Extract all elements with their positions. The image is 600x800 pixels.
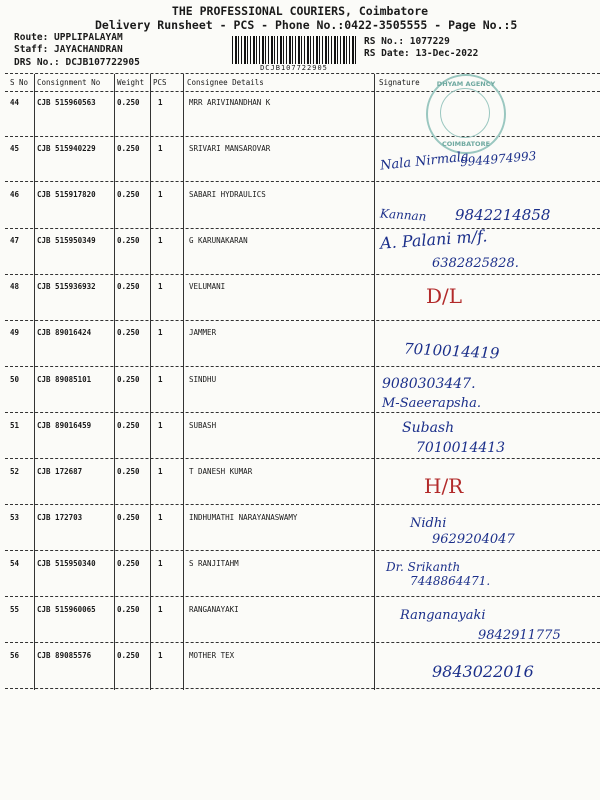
- row-consignment: CJB 89016424: [37, 328, 92, 337]
- row-sno: 47: [10, 236, 20, 245]
- row-consignment: CJB 515940229: [37, 144, 96, 153]
- row-weight: 0.250: [117, 282, 140, 291]
- row-consignment: CJB 515950349: [37, 236, 96, 245]
- row-consignee: VELUMANI: [189, 282, 226, 291]
- header-bottom-rule: [5, 91, 600, 92]
- row-consignee: G KARUNAKARAN: [189, 236, 248, 245]
- row-consignee: JAMMER: [189, 328, 217, 337]
- signature-54-name: Dr. Srikanth: [386, 560, 461, 574]
- row-pcs: 1: [158, 559, 163, 568]
- row-consignment: CJB 89016459: [37, 421, 92, 430]
- row-pcs: 1: [158, 282, 163, 291]
- signature-47-name: A. Palani m/f.: [379, 226, 489, 253]
- table-row: [0, 375, 600, 421]
- staff-label: Staff: JAYACHANDRAN: [14, 44, 123, 55]
- signature-55-name: Ranganayaki: [400, 608, 486, 623]
- drs-barcode: [232, 36, 356, 64]
- row-sno: 54: [10, 559, 20, 568]
- drs-label: DRS No.: DCJB107722905: [14, 57, 140, 68]
- row-sno: 48: [10, 282, 20, 291]
- row-consignment: CJB 515960563: [37, 98, 96, 107]
- row-consignee: INDHUMATHI NARAYANASWAMY: [189, 513, 298, 522]
- row-consignee: SUBASH: [189, 421, 217, 430]
- table-row: [0, 282, 600, 328]
- row-weight: 0.250: [117, 375, 140, 384]
- row-sno: 55: [10, 605, 20, 614]
- stamp-bottom-text: COIMBATORE: [441, 140, 491, 148]
- row-consignee: MRR ARIVINANDHAN K: [189, 98, 271, 107]
- row-consignment: CJB 515950340: [37, 559, 96, 568]
- row-sno: 44: [10, 98, 20, 107]
- runsheet-subtitle: Delivery Runsheet - PCS - Phone No.:0422-3505555 - Page No.:5: [95, 18, 518, 32]
- col-signature-header: Signature: [379, 78, 420, 87]
- col-consignment-header: Consignment No: [37, 78, 101, 87]
- row-sno: 49: [10, 328, 20, 337]
- row-pcs: 1: [158, 236, 163, 245]
- row-weight: 0.250: [117, 605, 140, 614]
- row-weight: 0.250: [117, 236, 140, 245]
- col-consignee-header: Consignee Details: [187, 78, 264, 87]
- signature-54-phone: 7448864471.: [410, 574, 491, 588]
- row-pcs: 1: [158, 421, 163, 430]
- row-weight: 0.250: [117, 421, 140, 430]
- signature-48: D/L: [426, 284, 463, 308]
- table-row: [0, 328, 600, 374]
- row-sno: 53: [10, 513, 20, 522]
- row-weight: 0.250: [117, 651, 140, 660]
- row-consignment: CJB 89085101: [37, 375, 92, 384]
- row-sno: 52: [10, 467, 20, 476]
- row-consignee: SRIVARI MANSAROVAR: [189, 144, 271, 153]
- signature-53-phone: 9629204047: [432, 532, 515, 547]
- signature-47-phone: 6382825828.: [432, 256, 519, 271]
- row-consignment: CJB 515936932: [37, 282, 96, 291]
- signature-50-phone: 9080303447.: [382, 376, 476, 392]
- signature-46-phone: 9842214858: [455, 206, 551, 224]
- signature-52: H/R: [424, 474, 464, 498]
- row-pcs: 1: [158, 467, 163, 476]
- col-sno-header: S No: [10, 78, 29, 87]
- row-consignee: S RANJITAHM: [189, 559, 239, 568]
- row-consignee: RANGANAYAKI: [189, 605, 239, 614]
- signature-50-name: M-Saeerapsha.: [382, 396, 481, 411]
- barcode-number: DCJB107722905: [260, 64, 328, 72]
- signature-56: 9843022016: [432, 662, 534, 681]
- row-consignment: CJB 172703: [37, 513, 83, 522]
- header-top-rule: [5, 73, 600, 74]
- rs-number: RS No.: 1077229: [364, 36, 450, 47]
- table-row: [0, 421, 600, 467]
- row-weight: 0.250: [117, 467, 140, 476]
- rs-date: RS Date: 13-Dec-2022: [364, 48, 479, 59]
- signature-53-name: Nidhi: [410, 516, 447, 531]
- route-label: Route: UPPLIPALAYAM: [14, 32, 123, 43]
- row-sno: 50: [10, 375, 20, 384]
- row-sno: 51: [10, 421, 20, 430]
- row-weight: 0.250: [117, 513, 140, 522]
- agency-stamp: [426, 74, 506, 154]
- row-pcs: 1: [158, 651, 163, 660]
- row-consignee: MOTHER TEX: [189, 651, 235, 660]
- row-pcs: 1: [158, 328, 163, 337]
- row-pcs: 1: [158, 98, 163, 107]
- row-pcs: 1: [158, 375, 163, 384]
- row-pcs: 1: [158, 190, 163, 199]
- signature-46-name: Kannan: [379, 206, 427, 224]
- row-consignee: T DANESH KUMAR: [189, 467, 253, 476]
- stamp-top-text: DHYAM AGENCY: [436, 80, 496, 88]
- signature-49-phone: 7010014419: [403, 339, 500, 363]
- signature-45-name: Nala Nirmala: [379, 149, 470, 174]
- row-sno: 56: [10, 651, 20, 660]
- row-sno: 46: [10, 190, 20, 199]
- row-pcs: 1: [158, 605, 163, 614]
- signature-51-phone: 7010014413: [416, 440, 506, 456]
- stamp-inner-ring: [440, 88, 490, 138]
- table-row: [0, 559, 600, 605]
- row-consignee: SINDHU: [189, 375, 217, 384]
- table-row: [0, 98, 600, 144]
- col-weight-header: Weight: [117, 78, 145, 87]
- company-title: THE PROFESSIONAL COURIERS, Coimbatore: [171, 4, 429, 18]
- row-weight: 0.250: [117, 190, 140, 199]
- row-consignment: CJB 89085576: [37, 651, 92, 660]
- signature-55-phone: 9842911775: [478, 628, 561, 643]
- row-consignee: SABARI HYDRAULICS: [189, 190, 266, 199]
- row-weight: 0.250: [117, 144, 140, 153]
- row-pcs: 1: [158, 513, 163, 522]
- row-consignment: CJB 515960065: [37, 605, 96, 614]
- row-weight: 0.250: [117, 559, 140, 568]
- signature-51-name: Subash: [402, 420, 455, 436]
- col-pcs-header: PCS: [153, 78, 167, 87]
- row-sno: 45: [10, 144, 20, 153]
- row-pcs: 1: [158, 144, 163, 153]
- row-weight: 0.250: [117, 98, 140, 107]
- signature-45-phone: 9944974993: [459, 148, 537, 170]
- table-row: [0, 467, 600, 513]
- row-consignment: CJB 515917820: [37, 190, 96, 199]
- row-consignment: CJB 172687: [37, 467, 83, 476]
- row-weight: 0.250: [117, 328, 140, 337]
